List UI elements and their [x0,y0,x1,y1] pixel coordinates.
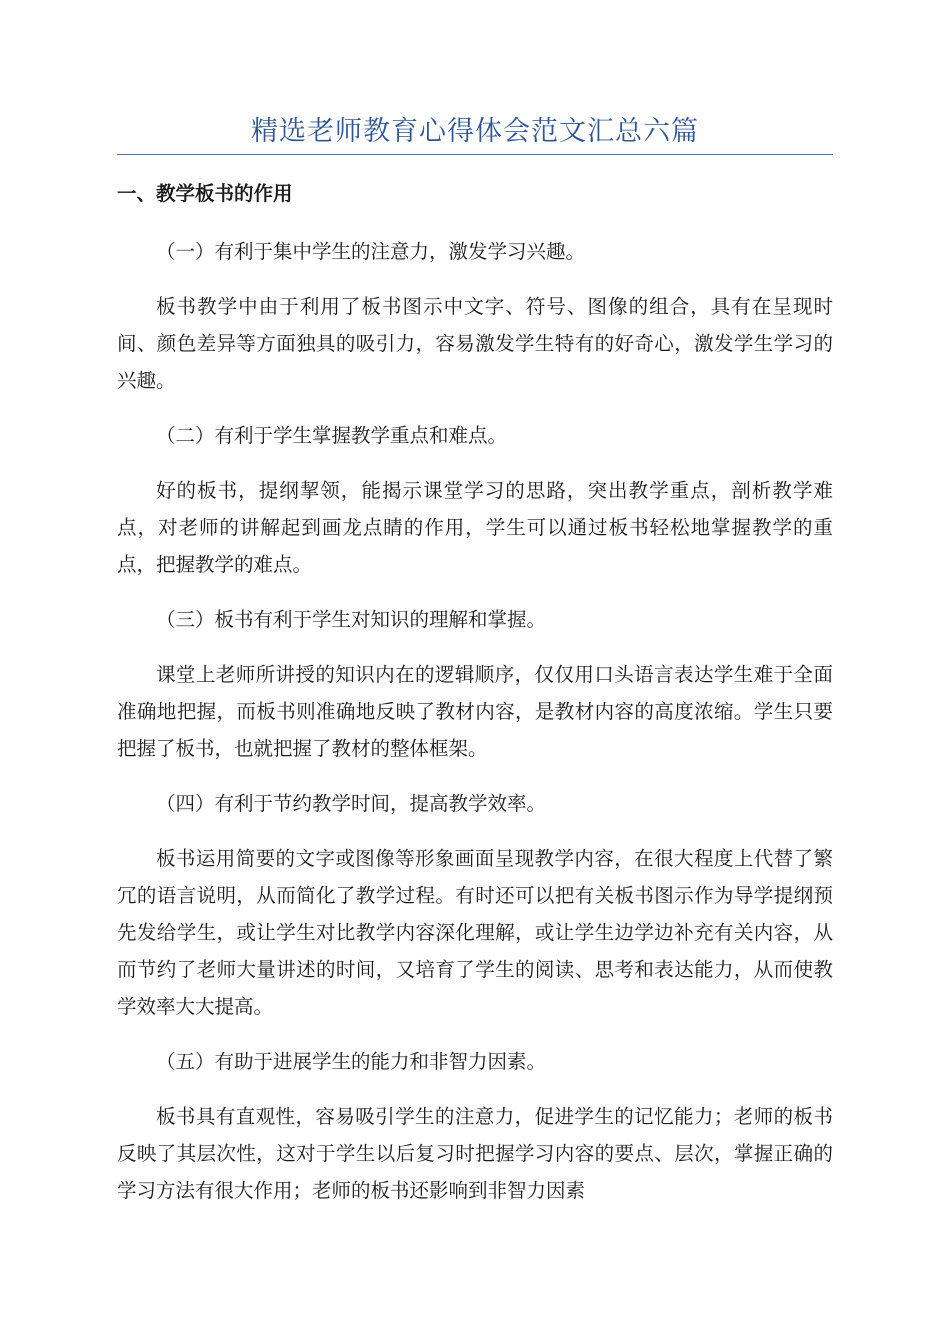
subheading-5: （五）有助于进展学生的能力和非智力因素。 [156,1050,547,1073]
paragraph-5: 板书具有直观性，容易吸引学生的注意力，促进学生的记忆能力；老师的板书反映了其层次性，这对于学生以后复习时把握学习内容的要点、层次，掌握正确的学习方法有很大作用；老师的板书还影响到非智力因素 [117,1105,833,1202]
subheading-4: （四）有利于节约教学时间，提高教学效率。 [156,792,547,815]
title-underline [117,154,833,155]
paragraph-2: 好的板书，提纲挈领，能揭示课堂学习的思路，突出教学重点，剖析教学难点，对老师的讲解起到画龙点睛的作用，学生可以通过板书轻松地掌握教学的重点，把握教学的难点。 [117,479,833,576]
subheading-3: （三）板书有利于学生对知识的理解和掌握。 [156,608,547,631]
subheading-2: （二）有利于学生掌握教学重点和难点。 [156,424,508,447]
document-title: 精选老师教育心得体会范文汇总六篇 [251,116,699,147]
paragraph-1: 板书教学中由于利用了板书图示中文字、符号、图像的组合，具有在呈现时间、颜色差异等方面独具的吸引力，容易激发学生特有的好奇心，激发学生学习的兴趣。 [117,295,833,392]
paragraph-3: 课堂上老师所讲授的知识内在的逻辑顺序，仅仅用口头语言表达学生难于全面准确地把握，而板书则准确地反映了教材内容，是教材内容的高度浓缩。学生只要把握了板书，也就把握了教材的整体框架。 [117,663,833,760]
section-heading: 一、教学板书的作用 [117,182,293,205]
document-body [117,233,833,1227]
paragraph-4: 板书运用简要的文字或图像等形象画面呈现教学内容，在很大程度上代替了繁冗的语言说明，从而简化了教学过程。有时还可以把有关板书图示作为导学提纲预先发给学生，或让学生对比教学内容深化理解，或让学生边学边补充有关内容，从而节约了老师大量讲述的时间，又培育了学生的阅读、思考和表达能力，从而使教学效率大大提高。 [117,847,833,1018]
subheading-1: （一）有利于集中学生的注意力，激发学习兴趣。 [156,240,586,263]
